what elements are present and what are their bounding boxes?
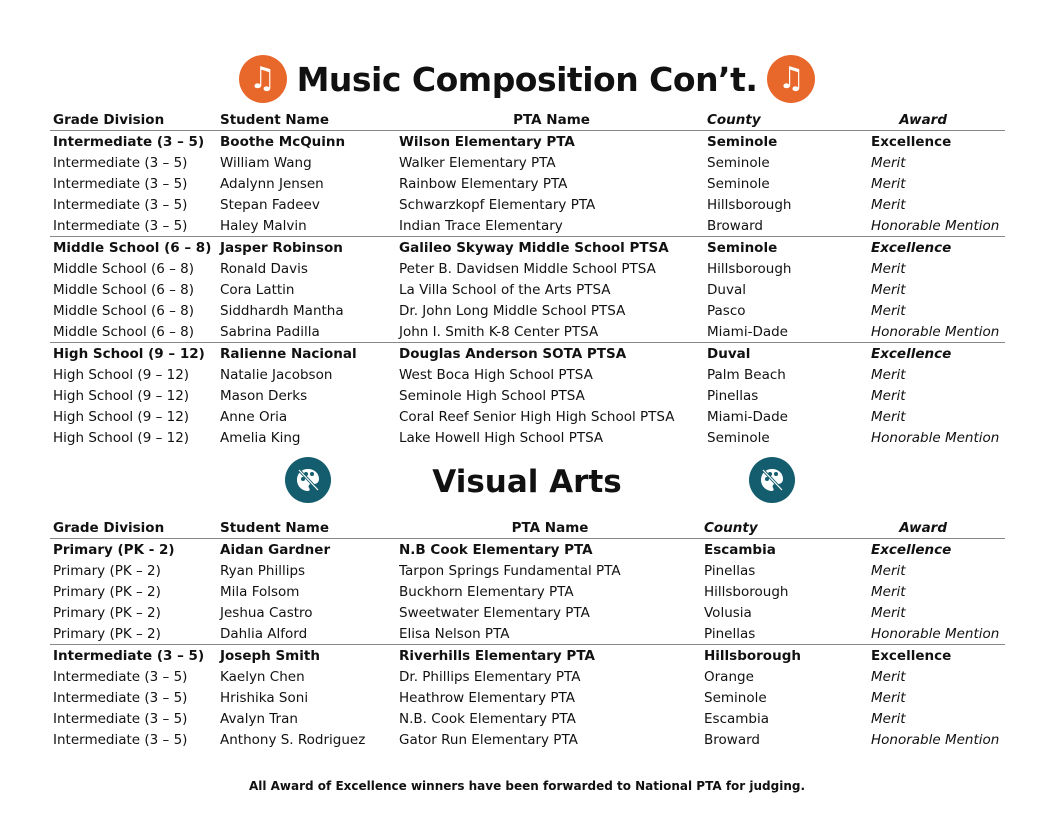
pta-name-cell: Walker Elementary PTA: [399, 154, 556, 171]
pta-name-cell: Heathrow Elementary PTA: [399, 689, 575, 706]
table-row: [50, 602, 1005, 623]
table-row: [50, 364, 1005, 385]
county-cell: Duval: [704, 343, 868, 365]
visual-table-body: [50, 539, 1005, 751]
award-cell: Honorable Mention: [871, 323, 1000, 340]
footer-note: All Award of Excellence winners have been forwarded to National PTA for judging.: [248, 779, 806, 793]
county-cell: Escambia: [704, 710, 770, 727]
table-row: [50, 343, 1005, 365]
table-row: [50, 131, 1005, 153]
grade-division-cell: Intermediate (3 – 5): [53, 133, 205, 150]
header-grade-division: Grade Division: [50, 518, 217, 539]
grade-division-cell: Middle School (6 – 8): [53, 260, 195, 277]
table-header-row: [50, 518, 1005, 539]
grade-division-cell: Middle School (6 – 8): [53, 323, 195, 340]
student-name-cell: Boothe McQuinn: [220, 133, 346, 150]
student-name-cell: Stepan Fadeev: [220, 196, 320, 213]
award-cell: Merit: [871, 689, 906, 706]
grade-division-cell: Middle School (6 – 8): [53, 302, 195, 319]
pta-name-cell: Elisa Nelson PTA: [399, 625, 510, 642]
visual-results-table: [50, 518, 1005, 750]
student-name-cell: Mason Derks: [220, 387, 308, 404]
table-row: [50, 385, 1005, 406]
header-award: Award: [868, 518, 1005, 539]
table-row: [50, 560, 1005, 581]
county-cell: Orange: [704, 668, 754, 685]
award-cell: Merit: [871, 196, 906, 213]
award-cell: Honorable Mention: [871, 429, 1000, 446]
grade-division-cell: Intermediate (3 – 5): [53, 196, 188, 213]
county-cell: Miami-Dade: [707, 408, 788, 425]
student-name-cell: Ryan Phillips: [220, 562, 306, 579]
grade-division-cell: Intermediate (3 – 5): [53, 154, 188, 171]
county-cell: Volusia: [704, 604, 752, 621]
visual-title-row: [0, 455, 1054, 509]
table-row: [50, 321, 1005, 343]
county-cell: Broward: [704, 731, 760, 748]
student-name-cell: Cora Lattin: [220, 281, 295, 298]
pta-name-cell: Dr. Phillips Elementary PTA: [399, 668, 581, 685]
award-cell: Excellence: [868, 645, 1005, 667]
award-cell: Merit: [871, 604, 906, 621]
header-student-name: Student Name: [217, 518, 396, 539]
award-cell: Merit: [871, 260, 906, 277]
student-name-cell: Jeshua Castro: [220, 604, 313, 621]
pta-name-cell: Gator Run Elementary PTA: [399, 731, 578, 748]
table-row: [50, 279, 1005, 300]
grade-division-cell: Primary (PK – 2): [53, 625, 161, 642]
student-name-cell: Natalie Jacobson: [220, 366, 333, 383]
award-cell: Merit: [871, 408, 906, 425]
palette-icon: [749, 457, 795, 503]
table-row: [50, 258, 1005, 279]
grade-division-cell: Intermediate (3 – 5): [53, 217, 188, 234]
music-section-title: Music Composition Con’t.: [296, 59, 758, 99]
grade-division-cell: Middle School (6 – 8): [50, 237, 217, 259]
student-name-cell: Jasper Robinson: [217, 237, 396, 259]
grade-division-cell: High School (9 – 12): [53, 429, 190, 446]
table-row: [50, 152, 1005, 173]
grade-division-cell: Primary (PK – 2): [53, 583, 161, 600]
header-pta-name: PTA Name: [396, 110, 704, 131]
county-cell: Pasco: [707, 302, 746, 319]
county-cell: Seminole: [707, 154, 770, 171]
student-name-cell: Dahlia Alford: [220, 625, 308, 642]
pta-name-cell: Dr. John Long Middle School PTSA: [399, 302, 626, 319]
student-name-cell: Siddhardh Mantha: [220, 302, 344, 319]
grade-division-cell: Intermediate (3 – 5): [53, 710, 188, 727]
grade-division-cell: Intermediate (3 – 5): [53, 689, 188, 706]
pta-name-cell: Rainbow Elementary PTA: [399, 175, 568, 192]
table-row: [50, 539, 1005, 561]
pta-name-cell: Schwarzkopf Elementary PTA: [399, 196, 596, 213]
table-row: [50, 215, 1005, 237]
county-cell: Pinellas: [704, 562, 756, 579]
award-cell: Excellence: [868, 237, 1005, 259]
award-cell: Merit: [871, 710, 906, 727]
grade-division-cell: Intermediate (3 – 5): [53, 668, 188, 685]
award-cell: Honorable Mention: [871, 625, 1000, 642]
pta-name-cell: Buckhorn Elementary PTA: [399, 583, 574, 600]
award-cell: Honorable Mention: [871, 217, 1000, 234]
award-cell: Honorable Mention: [871, 731, 1000, 748]
grade-division-cell: Primary (PK – 2): [53, 604, 161, 621]
grade-division-cell: Intermediate (3 – 5): [53, 731, 188, 748]
county-cell: Hillsborough: [704, 583, 789, 600]
grade-division-cell: High School (9 – 12): [53, 387, 190, 404]
county-cell: Hillsborough: [707, 196, 792, 213]
award-cell: Merit: [871, 175, 906, 192]
pta-name-cell: John I. Smith K-8 Center PTSA: [399, 323, 599, 340]
pta-name-cell: Riverhills Elementary PTA: [396, 645, 701, 667]
table-row: [50, 708, 1005, 729]
student-name-cell: Aidan Gardner: [220, 541, 331, 558]
county-cell: Pinellas: [707, 387, 759, 404]
header-pta-name: PTA Name: [396, 518, 701, 539]
county-cell: Seminole: [704, 689, 767, 706]
music-table-body: [50, 131, 1005, 449]
award-cell: Merit: [871, 281, 906, 298]
student-name-cell: Mila Folsom: [220, 583, 300, 600]
student-name-cell: Anthony S. Rodriguez: [220, 731, 366, 748]
table-row: [50, 427, 1005, 448]
county-cell: Miami-Dade: [707, 323, 788, 340]
grade-division-cell: High School (9 – 12): [53, 408, 190, 425]
student-name-cell: William Wang: [220, 154, 312, 171]
award-cell: Merit: [871, 366, 906, 383]
pta-name-cell: Indian Trace Elementary: [399, 217, 563, 234]
pta-name-cell: Tarpon Springs Fundamental PTA: [399, 562, 621, 579]
pta-name-cell: N.B. Cook Elementary PTA: [399, 710, 576, 727]
county-cell: Pinellas: [704, 625, 756, 642]
table-row: [50, 729, 1005, 750]
pta-name-cell: Sweetwater Elementary PTA: [399, 604, 590, 621]
visual-section-title: Visual Arts: [432, 464, 622, 500]
table-row: [50, 173, 1005, 194]
grade-division-cell: Primary (PK – 2): [53, 562, 161, 579]
pta-name-cell: Lake Howell High School PTSA: [399, 429, 604, 446]
student-name-cell: Sabrina Padilla: [220, 323, 320, 340]
award-cell: Merit: [871, 302, 906, 319]
student-name-cell: Amelia King: [220, 429, 301, 446]
award-cell: Merit: [871, 154, 906, 171]
grade-division-cell: Middle School (6 – 8): [53, 281, 195, 298]
music-results-table: [50, 110, 1005, 448]
pta-name-cell: Peter B. Davidsen Middle School PTSA: [399, 260, 656, 277]
award-cell: Excellence: [868, 343, 1005, 365]
pta-name-cell: West Boca High School PTSA: [399, 366, 593, 383]
header-student-name: Student Name: [217, 110, 396, 131]
county-cell: Seminole: [707, 429, 770, 446]
table-row: [50, 300, 1005, 321]
music-note-icon: ♫: [239, 55, 287, 103]
student-name-cell: Kaelyn Chen: [220, 668, 305, 685]
header-county: County: [701, 518, 868, 539]
grade-division-cell: High School (9 – 12): [50, 343, 217, 365]
music-title-row: [0, 52, 1054, 106]
award-cell: Merit: [871, 668, 906, 685]
table-header-row: [50, 110, 1005, 131]
header-grade-division: Grade Division: [50, 110, 217, 131]
header-county: County: [704, 110, 868, 131]
student-name-cell: Ronald Davis: [220, 260, 308, 277]
award-cell: Merit: [871, 562, 906, 579]
county-cell: Seminole: [707, 175, 770, 192]
pta-name-cell: Douglas Anderson SOTA PTSA: [396, 343, 704, 365]
table-row: [50, 666, 1005, 687]
grade-division-cell: High School (9 – 12): [53, 366, 190, 383]
pta-name-cell: Wilson Elementary PTA: [399, 133, 575, 150]
pta-name-cell: Seminole High School PTSA: [399, 387, 585, 404]
county-cell: Hillsborough: [701, 645, 868, 667]
table-row: [50, 406, 1005, 427]
county-cell: Escambia: [704, 541, 776, 558]
table-row: [50, 237, 1005, 259]
grade-division-cell: Intermediate (3 – 5): [53, 175, 188, 192]
award-cell: Merit: [871, 583, 906, 600]
table-row: [50, 645, 1005, 667]
pta-name-cell: Galileo Skyway Middle School PTSA: [396, 237, 704, 259]
table-row: [50, 581, 1005, 602]
music-note-icon: ♫: [767, 55, 815, 103]
grade-division-cell: Intermediate (3 – 5): [50, 645, 217, 667]
county-cell: Seminole: [707, 133, 778, 150]
pta-name-cell: La Villa School of the Arts PTSA: [399, 281, 611, 298]
award-cell: Excellence: [871, 541, 952, 558]
student-name-cell: Hrishika Soni: [220, 689, 309, 706]
student-name-cell: Ralienne Nacional: [217, 343, 396, 365]
table-row: [50, 687, 1005, 708]
header-award: Award: [868, 110, 1005, 131]
student-name-cell: Anne Oria: [220, 408, 288, 425]
county-cell: Seminole: [704, 237, 868, 259]
county-cell: Palm Beach: [707, 366, 786, 383]
grade-division-cell: Primary (PK - 2): [53, 541, 175, 558]
student-name-cell: Adalynn Jensen: [220, 175, 324, 192]
award-cell: Merit: [871, 387, 906, 404]
student-name-cell: Avalyn Tran: [220, 710, 298, 727]
student-name-cell: Haley Malvin: [220, 217, 307, 234]
pta-name-cell: N.B Cook Elementary PTA: [399, 541, 593, 558]
table-row: [50, 194, 1005, 215]
table-row: [50, 623, 1005, 645]
pta-name-cell: Coral Reef Senior High High School PTSA: [399, 408, 675, 425]
county-cell: Hillsborough: [707, 260, 792, 277]
county-cell: Duval: [707, 281, 746, 298]
county-cell: Broward: [707, 217, 763, 234]
student-name-cell: Joseph Smith: [217, 645, 396, 667]
award-cell: Excellence: [871, 133, 952, 150]
